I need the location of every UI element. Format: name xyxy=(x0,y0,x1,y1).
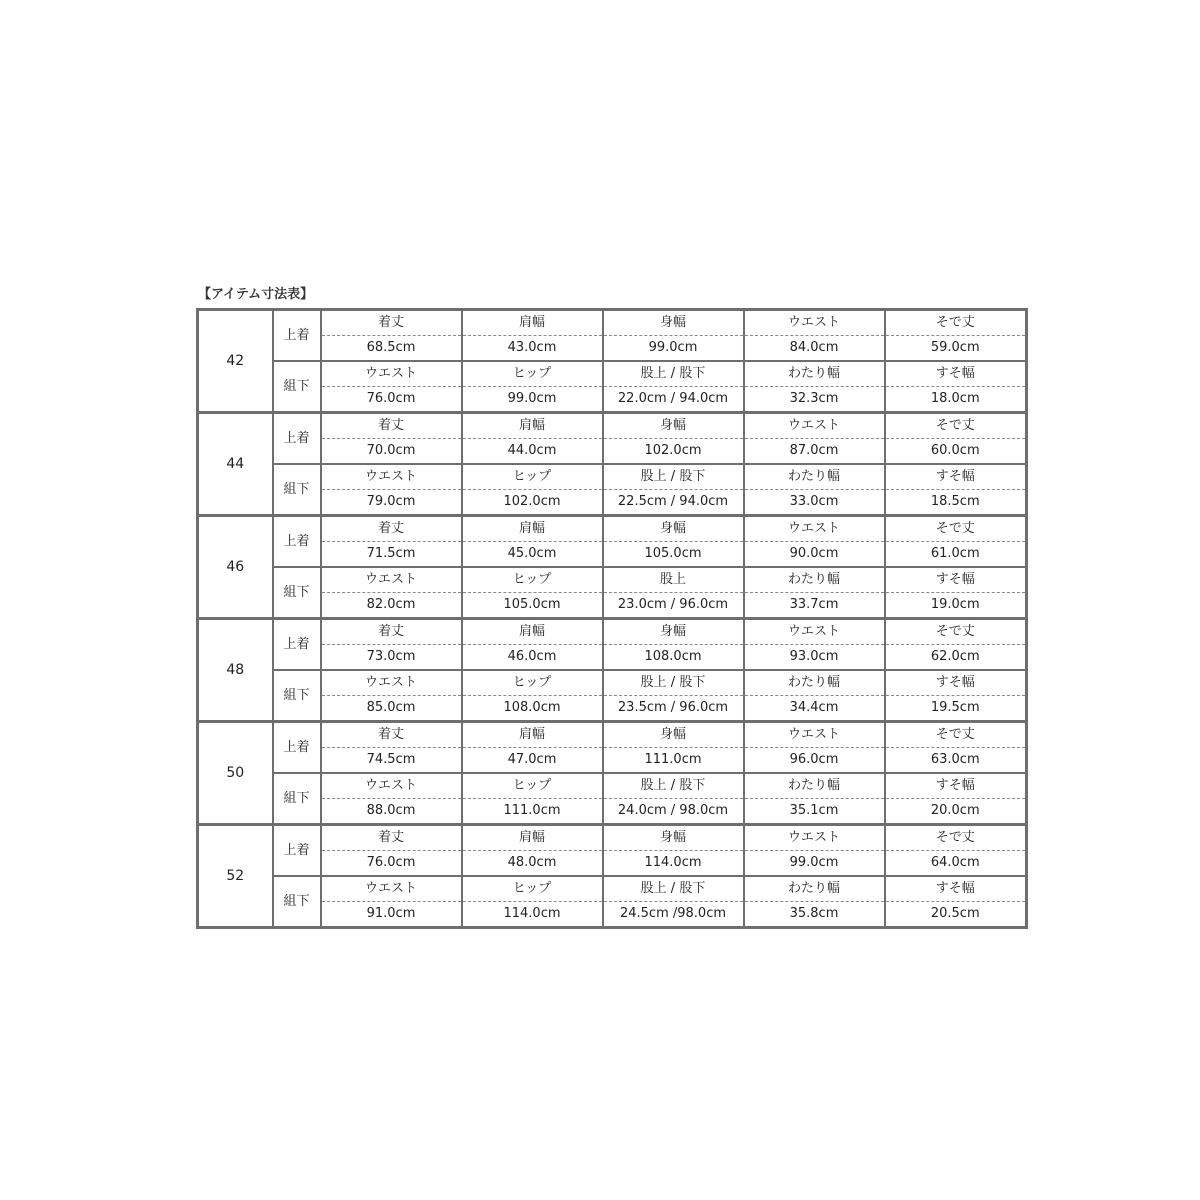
measurement-header: そで丈 xyxy=(885,825,1027,851)
measurement-header: ウエスト xyxy=(744,516,885,542)
measurement-value: 20.0cm xyxy=(885,799,1027,825)
measurement-value: 48.0cm xyxy=(462,851,603,877)
measurement-header: ウエスト xyxy=(321,361,462,387)
measurement-value: 99.0cm xyxy=(603,336,744,362)
measurement-header: 身幅 xyxy=(603,722,744,748)
measurement-value: 105.0cm xyxy=(462,593,603,619)
measurement-value: 90.0cm xyxy=(744,542,885,568)
measurement-header: ウエスト xyxy=(321,773,462,799)
measurement-value: 74.5cm xyxy=(321,748,462,774)
measurement-header: すそ幅 xyxy=(885,464,1027,490)
measurement-value: 59.0cm xyxy=(885,336,1027,362)
measurement-header: 身幅 xyxy=(603,413,744,439)
bottom-header-row xyxy=(198,567,1027,593)
measurement-header: ウエスト xyxy=(744,413,885,439)
measurement-value: 87.0cm xyxy=(744,439,885,465)
measurement-value: 46.0cm xyxy=(462,645,603,671)
measurement-header: ヒップ xyxy=(462,567,603,593)
measurement-header: わたり幅 xyxy=(744,773,885,799)
measurement-value: 62.0cm xyxy=(885,645,1027,671)
bottom-value-row xyxy=(198,593,1027,619)
measurement-value: 71.5cm xyxy=(321,542,462,568)
measurement-header: 身幅 xyxy=(603,825,744,851)
size-label: 44 xyxy=(198,413,273,516)
measurement-header: すそ幅 xyxy=(885,876,1027,902)
measurement-value: 43.0cm xyxy=(462,336,603,362)
measurement-header: すそ幅 xyxy=(885,773,1027,799)
measurement-header: わたり幅 xyxy=(744,670,885,696)
measurement-header: ウエスト xyxy=(321,567,462,593)
top-header-row xyxy=(198,516,1027,542)
measurement-header: 肩幅 xyxy=(462,619,603,645)
measurement-value: 19.0cm xyxy=(885,593,1027,619)
measurement-value: 20.5cm xyxy=(885,902,1027,928)
size-label: 52 xyxy=(198,825,273,928)
measurement-value: 88.0cm xyxy=(321,799,462,825)
measurement-header: 肩幅 xyxy=(462,516,603,542)
measurement-header: 股上 xyxy=(603,567,744,593)
measurement-value: 19.5cm xyxy=(885,696,1027,722)
measurement-header: わたり幅 xyxy=(744,361,885,387)
measurement-header: わたり幅 xyxy=(744,876,885,902)
measurement-header: ウエスト xyxy=(744,722,885,748)
measurement-header: ウエスト xyxy=(321,876,462,902)
measurement-header: そで丈 xyxy=(885,619,1027,645)
measurement-value: 105.0cm xyxy=(603,542,744,568)
measurement-value: 35.8cm xyxy=(744,902,885,928)
measurement-value: 23.0cm / 96.0cm xyxy=(603,593,744,619)
table-title: 【アイテム寸法表】 xyxy=(198,287,314,302)
jacket-label: 上着 xyxy=(273,413,321,465)
size-label: 46 xyxy=(198,516,273,619)
top-header-row xyxy=(198,722,1027,748)
jacket-label: 上着 xyxy=(273,825,321,877)
measurement-header: すそ幅 xyxy=(885,361,1027,387)
measurement-value: 91.0cm xyxy=(321,902,462,928)
size-label: 42 xyxy=(198,310,273,413)
measurement-header: ヒップ xyxy=(462,773,603,799)
measurement-value: 47.0cm xyxy=(462,748,603,774)
measurement-header: そで丈 xyxy=(885,516,1027,542)
trousers-label: 組下 xyxy=(273,670,321,722)
measurement-header: ウエスト xyxy=(321,464,462,490)
measurement-value: 18.5cm xyxy=(885,490,1027,516)
measurement-value: 22.5cm / 94.0cm xyxy=(603,490,744,516)
measurement-value: 33.0cm xyxy=(744,490,885,516)
bottom-header-row xyxy=(198,773,1027,799)
measurement-value: 33.7cm xyxy=(744,593,885,619)
bottom-value-row xyxy=(198,387,1027,413)
trousers-label: 組下 xyxy=(273,361,321,413)
measurement-value: 99.0cm xyxy=(462,387,603,413)
trousers-label: 組下 xyxy=(273,773,321,825)
measurement-header: ヒップ xyxy=(462,670,603,696)
top-value-row xyxy=(198,645,1027,671)
measurement-header: 着丈 xyxy=(321,722,462,748)
measurement-value: 96.0cm xyxy=(744,748,885,774)
measurement-value: 111.0cm xyxy=(603,748,744,774)
measurement-value: 102.0cm xyxy=(603,439,744,465)
size-label: 50 xyxy=(198,722,273,825)
measurement-value: 85.0cm xyxy=(321,696,462,722)
measurement-value: 60.0cm xyxy=(885,439,1027,465)
jacket-label: 上着 xyxy=(273,722,321,774)
measurement-value: 108.0cm xyxy=(603,645,744,671)
top-header-row xyxy=(198,310,1027,336)
measurement-value: 73.0cm xyxy=(321,645,462,671)
size-label: 48 xyxy=(198,619,273,722)
measurement-value: 24.0cm / 98.0cm xyxy=(603,799,744,825)
measurement-header: 着丈 xyxy=(321,516,462,542)
measurement-value: 61.0cm xyxy=(885,542,1027,568)
top-value-row xyxy=(198,439,1027,465)
trousers-label: 組下 xyxy=(273,464,321,516)
measurement-header: そで丈 xyxy=(885,310,1027,336)
measurement-value: 102.0cm xyxy=(462,490,603,516)
measurement-header: ウエスト xyxy=(744,619,885,645)
measurement-value: 18.0cm xyxy=(885,387,1027,413)
measurement-value: 35.1cm xyxy=(744,799,885,825)
size-measurement-table xyxy=(196,308,1028,929)
measurement-header: すそ幅 xyxy=(885,670,1027,696)
measurement-value: 76.0cm xyxy=(321,387,462,413)
bottom-header-row xyxy=(198,670,1027,696)
measurement-header: そで丈 xyxy=(885,722,1027,748)
bottom-value-row xyxy=(198,799,1027,825)
measurement-header: そで丈 xyxy=(885,413,1027,439)
bottom-value-row xyxy=(198,490,1027,516)
measurement-value: 68.5cm xyxy=(321,336,462,362)
measurement-header: 肩幅 xyxy=(462,413,603,439)
measurement-header: 股上 / 股下 xyxy=(603,670,744,696)
top-header-row xyxy=(198,825,1027,851)
bottom-value-row xyxy=(198,902,1027,928)
measurement-header: 股上 / 股下 xyxy=(603,361,744,387)
trousers-label: 組下 xyxy=(273,876,321,928)
trousers-label: 組下 xyxy=(273,567,321,619)
measurement-header: 身幅 xyxy=(603,516,744,542)
measurement-header: ヒップ xyxy=(462,876,603,902)
measurement-value: 84.0cm xyxy=(744,336,885,362)
measurement-header: わたり幅 xyxy=(744,464,885,490)
measurement-value: 32.3cm xyxy=(744,387,885,413)
measurement-value: 70.0cm xyxy=(321,439,462,465)
measurement-header: ウエスト xyxy=(744,825,885,851)
measurement-header: 着丈 xyxy=(321,619,462,645)
measurement-value: 44.0cm xyxy=(462,439,603,465)
measurement-value: 82.0cm xyxy=(321,593,462,619)
top-value-row xyxy=(198,851,1027,877)
table-body xyxy=(198,310,1027,928)
measurement-header: 着丈 xyxy=(321,825,462,851)
top-header-row xyxy=(198,413,1027,439)
measurement-header: ヒップ xyxy=(462,361,603,387)
measurement-value: 23.5cm / 96.0cm xyxy=(603,696,744,722)
top-value-row xyxy=(198,542,1027,568)
measurement-value: 99.0cm xyxy=(744,851,885,877)
measurement-value: 64.0cm xyxy=(885,851,1027,877)
measurement-header: 股上 / 股下 xyxy=(603,876,744,902)
measurement-header: 着丈 xyxy=(321,310,462,336)
measurement-header: 股上 / 股下 xyxy=(603,773,744,799)
measurement-value: 111.0cm xyxy=(462,799,603,825)
measurement-value: 34.4cm xyxy=(744,696,885,722)
jacket-label: 上着 xyxy=(273,516,321,568)
measurement-header: 肩幅 xyxy=(462,825,603,851)
measurement-header: わたり幅 xyxy=(744,567,885,593)
measurement-value: 45.0cm xyxy=(462,542,603,568)
measurement-header: 肩幅 xyxy=(462,310,603,336)
bottom-header-row xyxy=(198,464,1027,490)
top-header-row xyxy=(198,619,1027,645)
measurement-value: 93.0cm xyxy=(744,645,885,671)
bottom-header-row xyxy=(198,876,1027,902)
jacket-label: 上着 xyxy=(273,310,321,362)
measurement-value: 114.0cm xyxy=(462,902,603,928)
measurement-value: 114.0cm xyxy=(603,851,744,877)
top-value-row xyxy=(198,336,1027,362)
measurement-header: ヒップ xyxy=(462,464,603,490)
jacket-label: 上着 xyxy=(273,619,321,671)
measurement-header: すそ幅 xyxy=(885,567,1027,593)
measurement-header: ウエスト xyxy=(744,310,885,336)
bottom-header-row xyxy=(198,361,1027,387)
measurement-header: 股上 / 股下 xyxy=(603,464,744,490)
bottom-value-row xyxy=(198,696,1027,722)
measurement-value: 22.0cm / 94.0cm xyxy=(603,387,744,413)
measurement-header: 身幅 xyxy=(603,619,744,645)
measurement-header: 肩幅 xyxy=(462,722,603,748)
measurement-header: ウエスト xyxy=(321,670,462,696)
measurement-header: 着丈 xyxy=(321,413,462,439)
measurement-value: 108.0cm xyxy=(462,696,603,722)
measurement-value: 76.0cm xyxy=(321,851,462,877)
measurement-header: 身幅 xyxy=(603,310,744,336)
measurement-value: 79.0cm xyxy=(321,490,462,516)
measurement-value: 24.5cm /98.0cm xyxy=(603,902,744,928)
top-value-row xyxy=(198,748,1027,774)
measurement-value: 63.0cm xyxy=(885,748,1027,774)
